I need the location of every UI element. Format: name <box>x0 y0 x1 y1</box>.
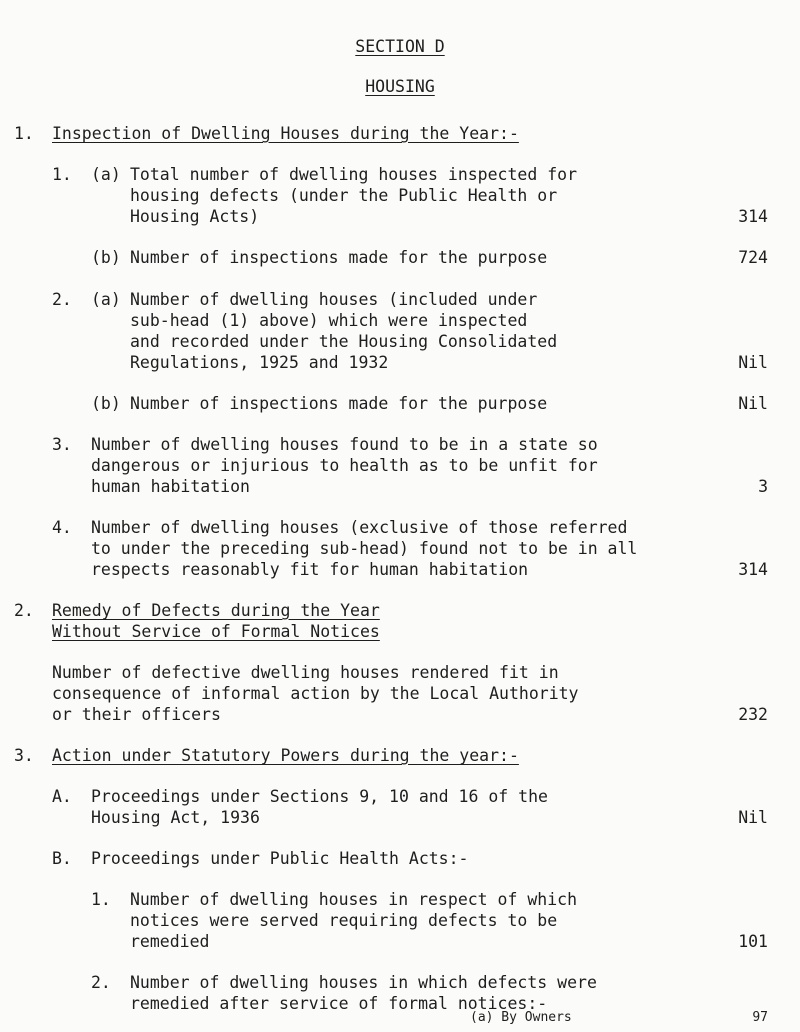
item-3-line: human habitation <box>91 477 250 496</box>
item-1b-label: (b) <box>91 248 121 267</box>
item-1a-label: (a) <box>91 165 121 184</box>
item-B1-number: 1. <box>91 890 111 909</box>
item-A-label: A. <box>52 787 72 806</box>
item-1a-line: Total number of dwelling houses inspected for <box>130 165 578 184</box>
item-B2-line: Number of dwelling houses in which defects were <box>130 973 597 992</box>
item-3-number: 3. <box>52 435 72 454</box>
item-2a-line: Regulations, 1925 and 1932 <box>130 353 389 372</box>
item-2a-line: sub-head (1) above) which were inspected <box>130 311 528 330</box>
item-B1-line: notices were served requiring defects to be <box>130 911 558 930</box>
item-B1-line: remedied <box>130 932 210 951</box>
item-1b-value: 724 <box>738 248 768 267</box>
item-A-line: Proceedings under Sections 9, 10 and 16 of the <box>91 787 548 806</box>
page-title: HOUSING <box>365 77 435 96</box>
item-B-label: B. <box>52 849 72 868</box>
item-2a-value: Nil <box>738 353 768 372</box>
item-1a-line: housing defects (under the Public Health or <box>130 186 558 205</box>
section-title: SECTION D <box>355 37 445 56</box>
section-2-heading: Without Service of Formal Notices <box>52 622 380 641</box>
item-4-number: 4. <box>52 518 72 537</box>
item-2b-value: Nil <box>738 394 768 413</box>
item-2b-label: (b) <box>91 394 121 413</box>
item-1b-text: Number of inspections made for the purpose <box>130 248 548 267</box>
item-3-line: Number of dwelling houses found to be in a state so <box>91 435 598 454</box>
item-1-number: 1. <box>52 165 72 184</box>
section-2-value: 232 <box>738 705 768 724</box>
section-2-line: consequence of informal action by the Local Authority <box>52 684 579 703</box>
item-3-value: 3 <box>758 477 768 496</box>
item-B2a-value: 97 <box>752 1010 768 1025</box>
item-2a-line: and recorded under the Housing Consolidated <box>130 332 558 351</box>
item-3-line: dangerous or injurious to health as to be unfit for <box>91 456 598 475</box>
section-1-heading: Inspection of Dwelling Houses during the Year:- <box>52 124 519 143</box>
section-2-line: Number of defective dwelling houses rendered fit in <box>52 663 559 682</box>
item-2b-text: Number of inspections made for the purpose <box>130 394 548 413</box>
item-4-line: respects reasonably fit for human habitation <box>91 560 529 579</box>
section-2-line: or their officers <box>52 705 221 724</box>
item-1a-line: Housing Acts) <box>130 207 260 226</box>
item-2a-line: Number of dwelling houses (included under <box>130 290 538 309</box>
item-A-line: Housing Act, 1936 <box>91 808 260 827</box>
section-3-number: 3. <box>14 746 34 765</box>
item-B2a-text: (a) By Owners <box>470 1010 572 1025</box>
item-B1-value: 101 <box>738 932 768 951</box>
item-B2-number: 2. <box>91 973 111 992</box>
item-B-text: Proceedings under Public Health Acts:- <box>91 849 469 868</box>
item-A-value: Nil <box>738 808 768 827</box>
item-2a-label: (a) <box>91 290 121 309</box>
section-1-number: 1. <box>14 124 34 143</box>
item-B1-line: Number of dwelling houses in respect of which <box>130 890 578 909</box>
item-B2-line: remedied after service of formal notices:- <box>130 994 548 1013</box>
item-4-value: 314 <box>738 560 768 579</box>
section-2-number: 2. <box>14 601 34 620</box>
section-3-heading: Action under Statutory Powers during the year:- <box>52 746 519 765</box>
item-1a-value: 314 <box>738 207 768 226</box>
item-4-line: Number of dwelling houses (exclusive of those referred <box>91 518 628 537</box>
item-4-line: to under the preceding sub-head) found not to be in all <box>91 539 638 558</box>
item-2-number: 2. <box>52 290 72 309</box>
section-2-heading: Remedy of Defects during the Year <box>52 601 380 620</box>
